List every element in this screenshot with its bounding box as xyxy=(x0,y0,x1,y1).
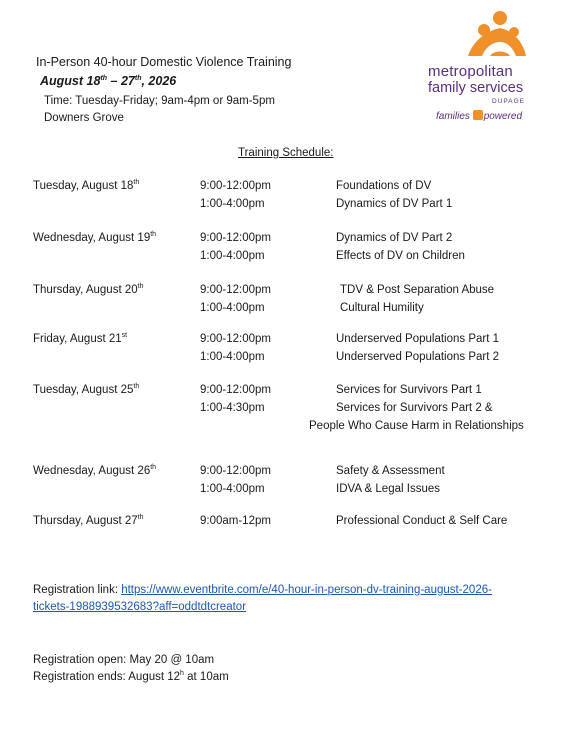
session-topic-continued: People Who Cause Harm in Relationships xyxy=(309,420,524,432)
registration-link-line xyxy=(33,584,492,596)
session-topic: Underserved Populations Part 1 xyxy=(336,333,500,345)
session-topic: Safety & Assessment xyxy=(336,465,445,477)
session-time: 1:00-4:00pm xyxy=(200,351,265,363)
session-time: 9:00-12:00pm xyxy=(200,232,271,244)
session-time: 1:00-4:00pm xyxy=(200,483,265,495)
session-time: 9:00-12:00pm xyxy=(200,333,271,345)
registration-link-continued[interactable]: tickets-1988939532683?aff=oddtdtcreator xyxy=(33,601,247,613)
session-topic: Underserved Populations Part 2 xyxy=(336,351,500,363)
session-topic: IDVA & Legal Issues xyxy=(336,483,440,495)
session-time: 1:00-4:00pm xyxy=(200,250,265,262)
registration-link[interactable]: https://www.eventbrite.com/e/40-hour-in-person-dv-training-august-2026- xyxy=(121,584,492,596)
registration-ends: Registration ends: August 12$^h$ at 10am xyxy=(33,670,229,683)
session-topic: Effects of DV on Children xyxy=(336,250,465,262)
schedule-heading: Training Schedule: xyxy=(238,147,334,159)
session-time: 1:00-4:30pm xyxy=(200,402,265,414)
session-time: 9:00-12:00pm xyxy=(200,384,271,396)
event-time: Time: Tuesday-Friday; 9am-4pm or 9am-5pm xyxy=(44,95,275,107)
event-dates: August 18th – 27th, 2026 xyxy=(40,74,177,88)
schedule-day: Tuesday, August 18th xyxy=(33,179,140,192)
session-topic: Dynamics of DV Part 1 xyxy=(336,198,453,210)
session-topic: Foundations of DV xyxy=(336,180,432,192)
session-topic: Services for Survivors Part 2 & xyxy=(336,402,493,414)
event-title: In-Person 40-hour Domestic Violence Training xyxy=(36,55,292,69)
power-m-icon xyxy=(473,110,483,120)
logo-name-line1: metropolitan xyxy=(428,63,513,80)
schedule-day: Wednesday, August 26th xyxy=(33,464,157,477)
session-time: 9:00-12:00pm xyxy=(200,284,271,296)
session-topic: Cultural Humility xyxy=(340,302,424,314)
session-time: 9:00-12:00pm xyxy=(200,180,271,192)
schedule-day: Wednesday, August 19th xyxy=(33,231,157,244)
schedule-day: Thursday, August 20th xyxy=(33,283,144,296)
registration-open: Registration open: May 20 @ 10am xyxy=(33,654,215,666)
logo-name-line3: DUPAGE xyxy=(492,98,525,105)
session-time: 1:00-4:00pm xyxy=(200,198,265,210)
registration-link-label: Registration link: xyxy=(33,584,122,596)
schedule-day: Tuesday, August 25th xyxy=(33,383,140,396)
schedule-day: Friday, August 21st xyxy=(33,332,128,345)
session-time: 1:00-4:00pm xyxy=(200,302,265,314)
session-topic: Professional Conduct & Self Care xyxy=(336,515,508,527)
family-figures-icon xyxy=(460,10,530,58)
session-time: 9:00am-12pm xyxy=(200,515,271,527)
logo-name-line2: family services xyxy=(428,80,524,96)
session-time: 9:00-12:00pm xyxy=(200,465,271,477)
organization-logo xyxy=(420,10,550,130)
session-topic: Dynamics of DV Part 2 xyxy=(336,232,453,244)
logo-tagline: families powered xyxy=(436,111,523,122)
schedule-day: Thursday, August 27th xyxy=(33,514,144,527)
event-location: Downers Grove xyxy=(44,112,124,124)
session-topic: TDV & Post Separation Abuse xyxy=(340,284,495,296)
session-topic: Services for Survivors Part 1 xyxy=(336,384,482,396)
